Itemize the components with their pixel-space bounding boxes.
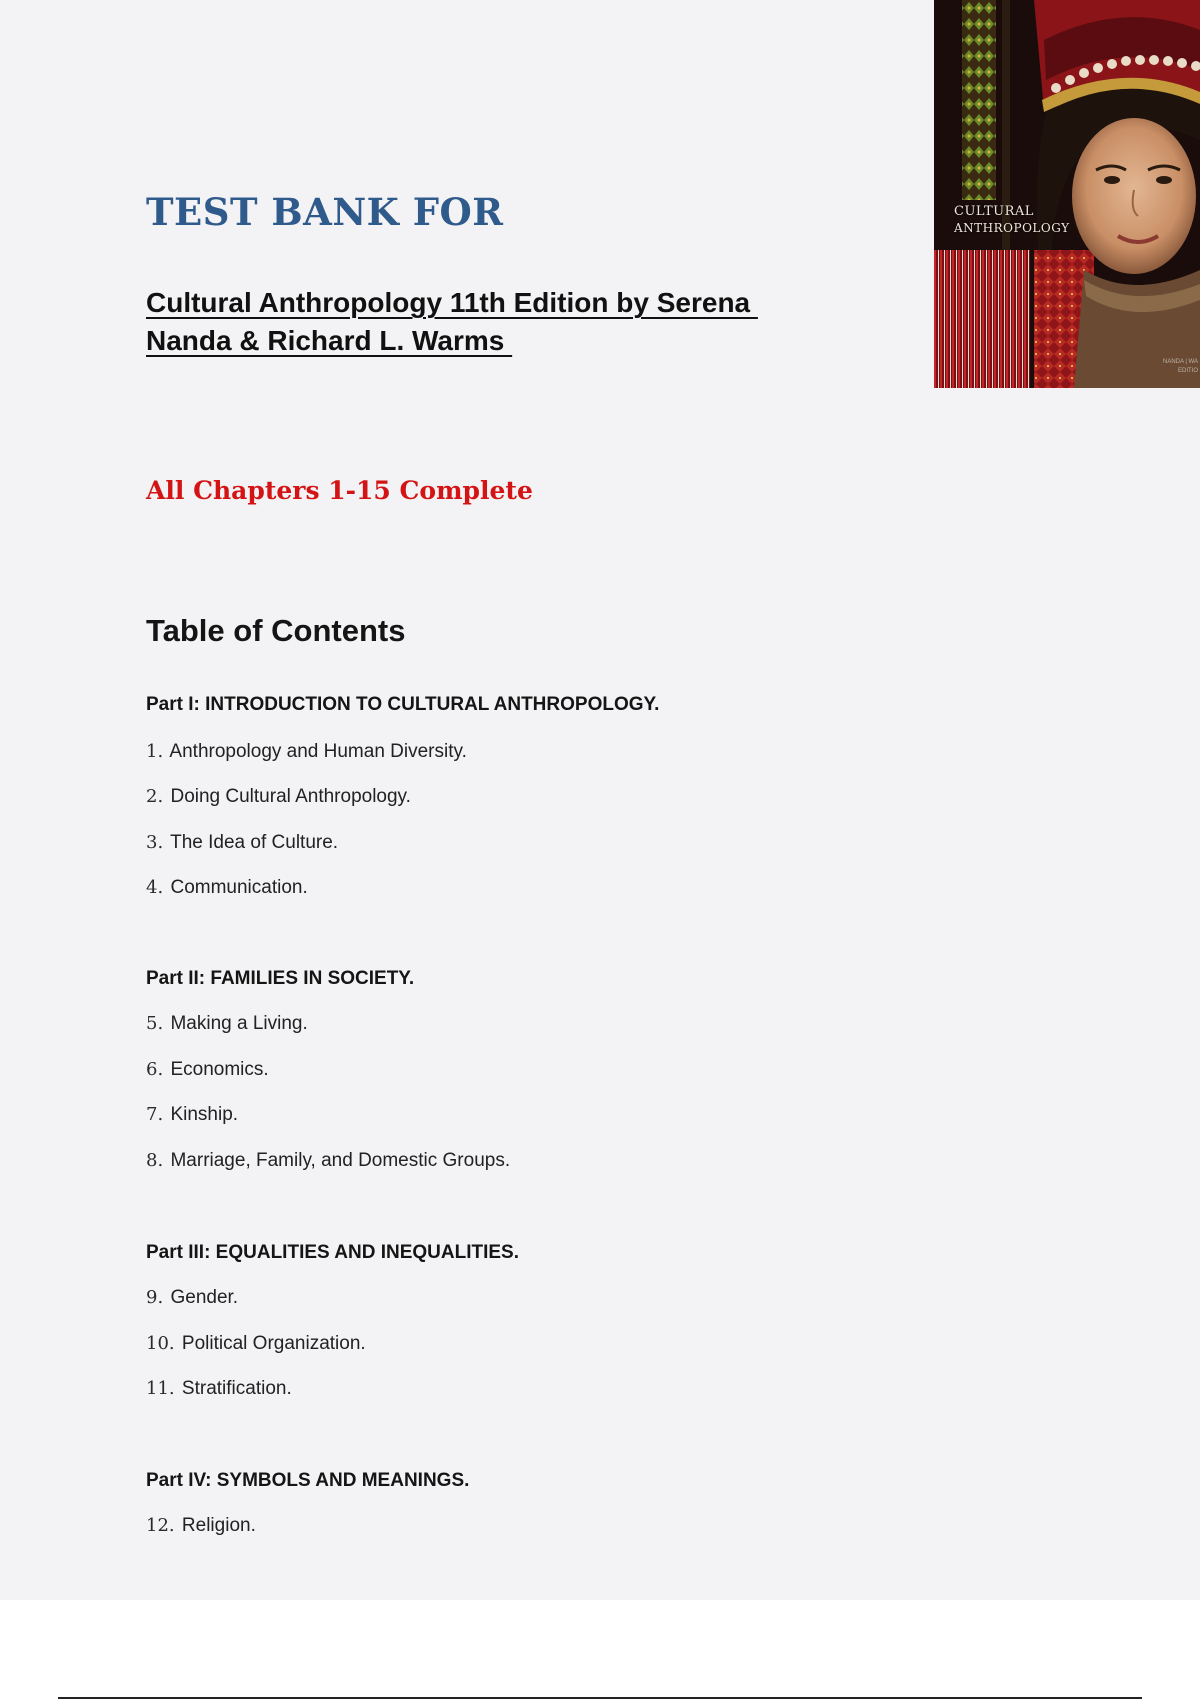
toc-part-heading: Part III: EQUALITIES AND INEQUALITIES. [146, 1242, 519, 1263]
toc-item-label: Doing Cultural Anthropology. [170, 786, 411, 807]
cover-title-line1: CULTURAL [954, 204, 1034, 219]
toc-item [146, 1148, 510, 1174]
cover-artwork [934, 0, 1200, 388]
toc-item-number: 12. [146, 1515, 175, 1536]
toc-item-label: Making a Living. [170, 1013, 308, 1034]
toc-item [146, 1102, 238, 1128]
book-cover-image [934, 0, 1200, 388]
toc-item-label: Economics. [170, 1059, 269, 1080]
toc-item-label: Gender. [170, 1287, 239, 1308]
toc-item-number: 6. [146, 1059, 164, 1080]
toc-item-number: 11. [146, 1378, 175, 1399]
toc-item-label: The Idea of Culture. [170, 832, 339, 853]
book-title-line2: Nanda & Richard L. Warms [146, 325, 513, 356]
toc-item-label: Anthropology and Human Diversity. [169, 741, 467, 762]
toc-item-number: 7. [146, 1104, 164, 1125]
toc-item-number: 1. [146, 741, 164, 762]
book-title [146, 284, 846, 360]
toc-item-number: 2. [146, 786, 164, 807]
cover-author-text [1163, 358, 1198, 376]
toc-item [146, 875, 308, 901]
toc-part-heading: Part I: INTRODUCTION TO CULTURAL ANTHROPOLOGY. [146, 694, 660, 715]
toc-item-number: 9. [146, 1287, 164, 1308]
toc-item-number: 3. [146, 832, 164, 853]
toc-item-number: 4. [146, 877, 164, 898]
cover-title-line2: ANTHROPOLOGY [954, 221, 1070, 235]
cover-foot-line2: EDITIO [1177, 368, 1198, 374]
toc-part-heading: Part IV: SYMBOLS AND MEANINGS. [146, 1470, 470, 1491]
toc-item [146, 1057, 269, 1083]
toc-item [146, 739, 467, 765]
cover-foot-line1: NANDA | WA [1162, 359, 1198, 365]
toc-item-label: Kinship. [170, 1104, 239, 1125]
cover-title-text [954, 204, 1070, 236]
toc-item [146, 1011, 308, 1037]
toc-item-label: Political Organization. [181, 1333, 366, 1354]
toc-item [146, 1376, 292, 1402]
toc-part-heading: Part II: FAMILIES IN SOCIETY. [146, 968, 415, 989]
footer-divider [58, 1697, 1142, 1699]
chapters-note: All Chapters 1-15 Complete [146, 476, 533, 505]
toc-item-number: 8. [146, 1150, 164, 1171]
toc-item-number: 5. [146, 1013, 164, 1034]
toc-item [146, 1331, 366, 1357]
toc-item-label: Stratification. [181, 1378, 292, 1399]
toc-heading: Table of Contents [146, 613, 406, 648]
toc-item [146, 1285, 238, 1311]
test-bank-heading: TEST BANK FOR [146, 190, 504, 234]
toc-item-label: Religion. [181, 1515, 256, 1536]
toc-item-label: Marriage, Family, and Domestic Groups. [170, 1150, 511, 1171]
toc-item [146, 830, 338, 856]
toc-item [146, 784, 411, 810]
toc-item-number: 10. [146, 1333, 175, 1354]
toc-item-label: Communication. [170, 877, 308, 898]
toc-item [146, 1513, 256, 1539]
book-title-line1: Cultural Anthropology 11th Edition by Serena [146, 287, 758, 318]
